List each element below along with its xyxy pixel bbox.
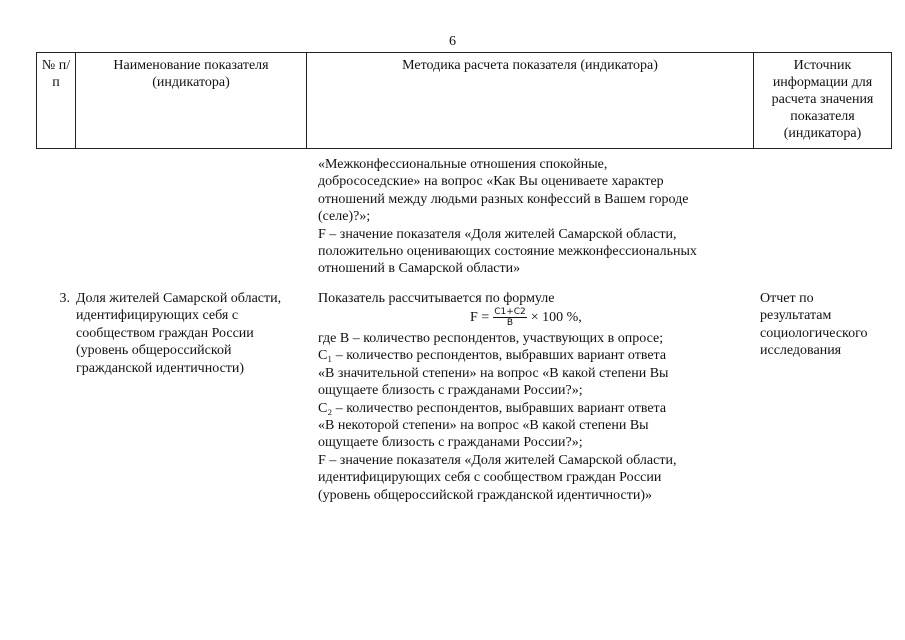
formula: [470, 307, 582, 328]
text-line: (селе)?»;: [318, 209, 371, 225]
text-line: ощущаете близость с гражданами России?»;: [318, 383, 583, 399]
formula-numerator: C1+C2: [494, 307, 526, 317]
text-line: Доля жителей Самарской области,: [76, 291, 282, 306]
page-number: 6: [449, 34, 456, 49]
text-line: положительно оценивающих состояние межконфессиональных: [318, 244, 697, 260]
method-text: [318, 330, 758, 504]
text-line: где B – количество респондентов, участвующих в опросе;: [318, 331, 664, 346]
text-line: F – значение показателя «Доля жителей Самарской области,: [318, 452, 677, 468]
formula-lhs: F =: [470, 309, 490, 325]
text-line: Отчет по: [760, 291, 814, 306]
text-line: ощущаете близость с гражданами России?»;: [318, 435, 583, 451]
indicator-name: [76, 290, 308, 377]
header-indicator-name: Наименование показателя (индикатора): [76, 53, 307, 149]
text-line: (уровень общероссийской гражданской идентичности)»: [318, 487, 653, 503]
text-line: социологического: [760, 325, 868, 341]
text-line: отношений в Самарской области»: [318, 261, 521, 277]
continuation-text: [318, 156, 758, 278]
text-line: (уровень общероссийской: [76, 343, 232, 359]
text-line: гражданской идентичности): [76, 360, 245, 376]
formula-rhs: × 100 %,: [530, 309, 582, 325]
table-header: [36, 52, 892, 149]
text-line: C₂ – количество респондентов, выбравших вариант ответа: [318, 400, 667, 416]
text-line: отношений между людьми разных конфессий в Вашем городе: [318, 191, 689, 207]
text-line: «В некоторой степени» на вопрос «В какой степени Вы: [318, 418, 649, 434]
header-number: № п/п: [37, 53, 76, 149]
text-line: идентифицирующих себя с сообществом граждан России: [318, 470, 662, 486]
header-method: Методика расчета показателя (индикатора): [307, 53, 754, 149]
text-line: «Межконфессиональные отношения спокойные,: [318, 157, 608, 172]
info-source: [760, 290, 892, 360]
text-line: сообществом граждан России: [76, 325, 254, 341]
formula-fraction: [493, 307, 527, 328]
text-line: исследования: [760, 343, 842, 359]
row-number: 3.: [59, 291, 70, 306]
text-line: результатам: [760, 308, 832, 324]
header-source: Источник информации для расчета значения показателя (индикатора): [754, 53, 892, 149]
method-intro: Показатель рассчитывается по формуле: [318, 291, 555, 306]
text-line: «В значительной степени» на вопрос «В какой степени Вы: [318, 365, 669, 381]
text-line: идентифицирующих себя с: [76, 308, 239, 324]
text-line: добрососедские» на вопрос «Как Вы оцениваете характер: [318, 174, 664, 190]
text-line: C₁ – количество респондентов, выбравших вариант ответа: [318, 348, 667, 364]
text-line: F – значение показателя «Доля жителей Самарской области,: [318, 226, 677, 242]
formula-denominator: B: [506, 318, 514, 328]
